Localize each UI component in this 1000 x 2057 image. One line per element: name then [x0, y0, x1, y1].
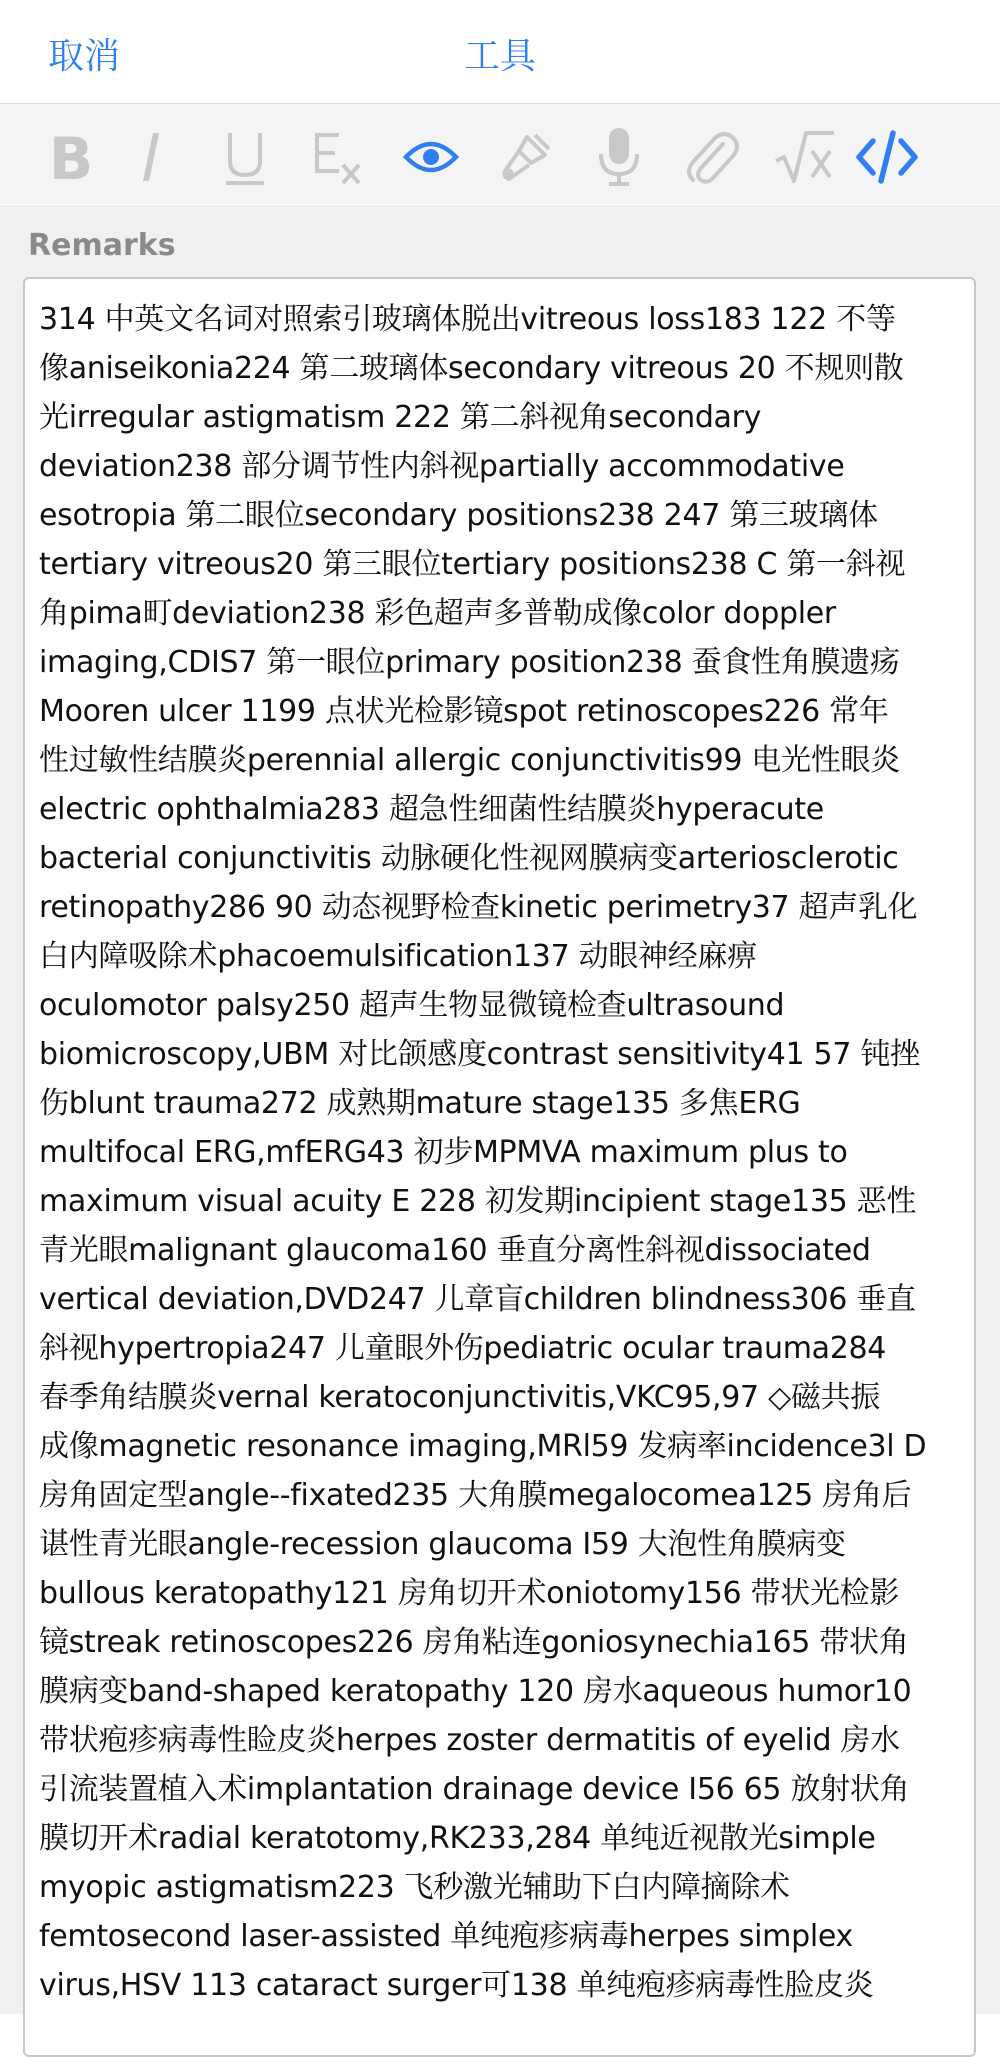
square-root-icon [774, 127, 836, 191]
microphone-icon [595, 126, 643, 192]
code-icon [855, 127, 919, 191]
preview-button[interactable] [396, 126, 466, 192]
code-button[interactable] [852, 126, 922, 192]
microphone-button[interactable] [584, 126, 654, 192]
remarks-text[interactable]: 314 中英文名词对照索引玻璃体脱出vitreous loss183 122 不等 像aniseikonia224 第二玻璃体secondary vitreous 20 不规则散 光irregular astigmatism 222 第二斜视角secondary deviation238 部分调节性内斜视partially accommodative esotropia 第二眼位secondary positions238 247 第三玻璃体 tertiary vitreous20 第三眼位tertiary positions238 C 第一斜视 角pima町deviation238 彩色超声多普勒成像color doppler imaging,CDIS7 第一眼位primary position238 蚕食性角膜遗疡 Mooren ulcer 1199 点状光检影镜spot retinoscopes226 常年 性过敏性结膜炎perennial allergic conjunctivitis99 电光性眼炎 electric ophthalmia283 超急性细菌性结膜炎hyperacute bacterial conjunctivitis 动脉硬化性视网膜病变arteriosclerotic retinopathy286 90 动态视野检查kinetic perimetry37 超声乳化 白内障吸除术phacoemulsification137 动眼神经麻痹 oculomotor palsy250 超声生物显微镜检查ultrasound biomicroscopy,UBM 对比颌感度contrast sensitivity41 57 钝挫 伤blunt trauma272 成熟期mature stage135 多焦ERG multifocal ERG,mfERG43 初步MPMVA maximum plus to maximum visual acuity E 228 初发期incipient stage135 恶性 青光眼malignant glaucoma160 垂直分离性斜视dissociated vertical deviation,DVD247 儿章盲children blindness306 垂直 斜视hypertropia247 儿童眼外伤pediatric ocular trauma284 春季角结膜炎vernal keratoconjunctivitis,VKC95,97 ◇磁共振 成像magnetic resonance imaging,MRl59 发病率incidence3l D 房角固定型angle--fixated235 大角膜megalocomea125 房角后 谌性青光眼angle-recession glaucoma I59 大泡性角膜病变 bullous keratopathy121 房角切开术oniotomy156 带状光检影 镜streak retinoscopes226 房角粘连goniosynechia165 带状角 膜病变band-shaped keratopathy 120 房水aqueous humor10 带状疱疹病毒性睑皮炎herpes zoster dermatitis of eyelid 房水 引流装置植入术implantation drainage device I56 65 放射状角 膜切开术radial keratotomy,RK233,284 单纯近视散光simple myopic astigmatism223 飞秒激光辅助下白内障摘除术 femtosecond laser-assisted 单纯疱疹病毒herpes simplex virus,HSV 113 cataract surger可138 单纯疱疹病毒性脸皮炎 [39, 302, 927, 2003]
remarks-text-field[interactable] [23, 277, 976, 2057]
italic-button[interactable] [118, 126, 188, 192]
cancel-button[interactable]: 取消 [48, 36, 121, 77]
italic-icon [133, 127, 173, 191]
clear-format-icon [309, 127, 365, 191]
brush-button[interactable] [490, 126, 560, 192]
clear-format-button[interactable] [302, 126, 372, 192]
paperclip-icon [683, 126, 739, 192]
svg-text:B: B [49, 127, 94, 187]
page-title: 工具 [463, 36, 536, 77]
formula-button[interactable] [770, 126, 840, 192]
navigation-bar [0, 0, 1000, 104]
remarks-label: Remarks [28, 228, 176, 263]
attachment-button[interactable] [676, 126, 746, 192]
bold-icon [45, 127, 97, 191]
underline-icon [220, 127, 270, 191]
underline-button[interactable] [210, 126, 280, 192]
format-toolbar [0, 104, 1000, 204]
eye-icon [403, 137, 459, 181]
bold-button[interactable] [36, 126, 106, 192]
brush-icon [495, 127, 555, 191]
